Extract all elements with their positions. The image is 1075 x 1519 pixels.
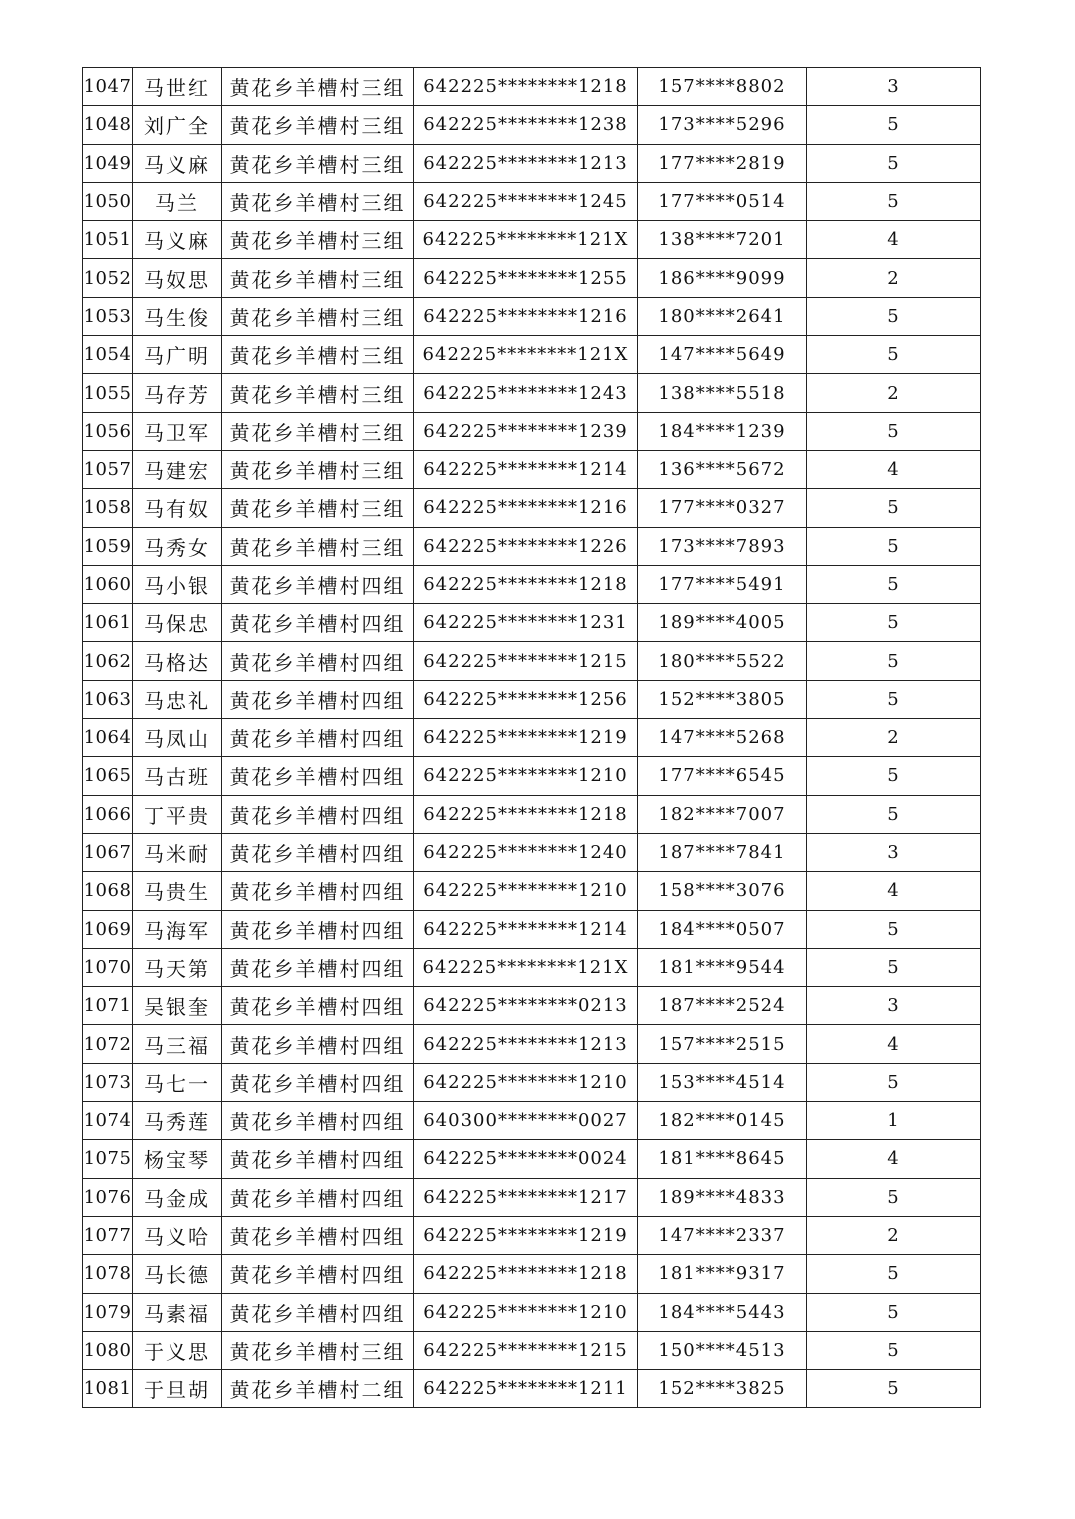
row-number-cell: 1064 xyxy=(83,719,133,757)
name-cell: 马贵生 xyxy=(133,872,222,910)
name-cell: 马七一 xyxy=(133,1063,222,1101)
id-number-cell: 642225********121X xyxy=(414,948,638,986)
count-cell: 5 xyxy=(807,1293,981,1331)
table-row xyxy=(83,1255,981,1293)
count-cell: 5 xyxy=(807,757,981,795)
phone-cell: 138****5518 xyxy=(638,374,807,412)
row-number-cell: 1047 xyxy=(83,68,133,106)
phone-cell: 182****7007 xyxy=(638,795,807,833)
phone-cell: 138****7201 xyxy=(638,221,807,259)
table-row xyxy=(83,1331,981,1369)
phone-cell: 181****9317 xyxy=(638,1255,807,1293)
count-cell: 2 xyxy=(807,259,981,297)
table-row xyxy=(83,182,981,220)
phone-cell: 180****5522 xyxy=(638,642,807,680)
address-cell: 黄花乡羊槽村二组 xyxy=(222,1370,414,1408)
id-number-cell: 642225********1213 xyxy=(414,144,638,182)
row-number-cell: 1061 xyxy=(83,604,133,642)
count-cell: 5 xyxy=(807,680,981,718)
address-cell: 黄花乡羊槽村三组 xyxy=(222,450,414,488)
address-cell: 黄花乡羊槽村四组 xyxy=(222,872,414,910)
count-cell: 5 xyxy=(807,1255,981,1293)
address-cell: 黄花乡羊槽村四组 xyxy=(222,1025,414,1063)
count-cell: 5 xyxy=(807,336,981,374)
count-cell: 3 xyxy=(807,68,981,106)
table-row xyxy=(83,795,981,833)
table-row xyxy=(83,680,981,718)
table-row xyxy=(83,336,981,374)
row-number-cell: 1067 xyxy=(83,833,133,871)
name-cell: 马存芳 xyxy=(133,374,222,412)
name-cell: 马保忠 xyxy=(133,604,222,642)
count-cell: 5 xyxy=(807,910,981,948)
phone-cell: 158****3076 xyxy=(638,872,807,910)
count-cell: 5 xyxy=(807,297,981,335)
address-cell: 黄花乡羊槽村三组 xyxy=(222,144,414,182)
table-row xyxy=(83,450,981,488)
name-cell: 马金成 xyxy=(133,1178,222,1216)
phone-cell: 177****2819 xyxy=(638,144,807,182)
id-number-cell: 642225********1210 xyxy=(414,1063,638,1101)
table-row xyxy=(83,1025,981,1063)
row-number-cell: 1079 xyxy=(83,1293,133,1331)
address-cell: 黄花乡羊槽村四组 xyxy=(222,719,414,757)
address-cell: 黄花乡羊槽村四组 xyxy=(222,642,414,680)
id-number-cell: 642225********1240 xyxy=(414,833,638,871)
phone-cell: 136****5672 xyxy=(638,450,807,488)
name-cell: 马长德 xyxy=(133,1255,222,1293)
phone-cell: 187****2524 xyxy=(638,987,807,1025)
phone-cell: 189****4005 xyxy=(638,604,807,642)
address-cell: 黄花乡羊槽村四组 xyxy=(222,1178,414,1216)
phone-cell: 184****0507 xyxy=(638,910,807,948)
count-cell: 5 xyxy=(807,489,981,527)
id-number-cell: 642225********1231 xyxy=(414,604,638,642)
row-number-cell: 1057 xyxy=(83,450,133,488)
count-cell: 4 xyxy=(807,450,981,488)
table-row xyxy=(83,719,981,757)
phone-cell: 157****8802 xyxy=(638,68,807,106)
table-row xyxy=(83,259,981,297)
count-cell: 2 xyxy=(807,719,981,757)
row-number-cell: 1065 xyxy=(83,757,133,795)
row-number-cell: 1062 xyxy=(83,642,133,680)
name-cell: 于旦胡 xyxy=(133,1370,222,1408)
row-number-cell: 1051 xyxy=(83,221,133,259)
id-number-cell: 642225********1217 xyxy=(414,1178,638,1216)
id-number-cell: 642225********1218 xyxy=(414,68,638,106)
row-number-cell: 1073 xyxy=(83,1063,133,1101)
id-number-cell: 642225********0024 xyxy=(414,1140,638,1178)
address-cell: 黄花乡羊槽村三组 xyxy=(222,259,414,297)
name-cell: 马义麻 xyxy=(133,144,222,182)
phone-cell: 184****5443 xyxy=(638,1293,807,1331)
count-cell: 4 xyxy=(807,1140,981,1178)
table-row xyxy=(83,1178,981,1216)
table-row xyxy=(83,374,981,412)
id-number-cell: 642225********1215 xyxy=(414,642,638,680)
address-cell: 黄花乡羊槽村四组 xyxy=(222,1102,414,1140)
table-row xyxy=(83,1370,981,1408)
address-cell: 黄花乡羊槽村四组 xyxy=(222,680,414,718)
name-cell: 吴银奎 xyxy=(133,987,222,1025)
name-cell: 刘广全 xyxy=(133,106,222,144)
phone-cell: 152****3825 xyxy=(638,1370,807,1408)
count-cell: 5 xyxy=(807,642,981,680)
name-cell: 马素福 xyxy=(133,1293,222,1331)
phone-cell: 189****4833 xyxy=(638,1178,807,1216)
count-cell: 5 xyxy=(807,795,981,833)
id-number-cell: 642225********1245 xyxy=(414,182,638,220)
address-cell: 黄花乡羊槽村四组 xyxy=(222,1063,414,1101)
phone-cell: 177****6545 xyxy=(638,757,807,795)
phone-cell: 180****2641 xyxy=(638,297,807,335)
id-number-cell: 642225********1214 xyxy=(414,910,638,948)
table-row xyxy=(83,1063,981,1101)
row-number-cell: 1080 xyxy=(83,1331,133,1369)
name-cell: 马忠礼 xyxy=(133,680,222,718)
row-number-cell: 1078 xyxy=(83,1255,133,1293)
address-cell: 黄花乡羊槽村三组 xyxy=(222,221,414,259)
name-cell: 马生俊 xyxy=(133,297,222,335)
name-cell: 马小银 xyxy=(133,565,222,603)
row-number-cell: 1059 xyxy=(83,527,133,565)
table-row xyxy=(83,872,981,910)
count-cell: 5 xyxy=(807,565,981,603)
phone-cell: 177****0514 xyxy=(638,182,807,220)
name-cell: 马建宏 xyxy=(133,450,222,488)
address-cell: 黄花乡羊槽村三组 xyxy=(222,297,414,335)
row-number-cell: 1068 xyxy=(83,872,133,910)
phone-cell: 152****3805 xyxy=(638,680,807,718)
name-cell: 马义麻 xyxy=(133,221,222,259)
row-number-cell: 1070 xyxy=(83,948,133,986)
address-cell: 黄花乡羊槽村四组 xyxy=(222,604,414,642)
address-cell: 黄花乡羊槽村四组 xyxy=(222,1255,414,1293)
table-row xyxy=(83,987,981,1025)
name-cell: 马凤山 xyxy=(133,719,222,757)
name-cell: 马兰 xyxy=(133,182,222,220)
phone-cell: 181****8645 xyxy=(638,1140,807,1178)
row-number-cell: 1052 xyxy=(83,259,133,297)
id-number-cell: 640300********0027 xyxy=(414,1102,638,1140)
count-cell: 5 xyxy=(807,182,981,220)
address-cell: 黄花乡羊槽村三组 xyxy=(222,182,414,220)
id-number-cell: 642225********1239 xyxy=(414,412,638,450)
row-number-cell: 1063 xyxy=(83,680,133,718)
count-cell: 5 xyxy=(807,1178,981,1216)
table-row xyxy=(83,1293,981,1331)
phone-cell: 187****7841 xyxy=(638,833,807,871)
row-number-cell: 1048 xyxy=(83,106,133,144)
phone-cell: 153****4514 xyxy=(638,1063,807,1101)
address-cell: 黄花乡羊槽村三组 xyxy=(222,68,414,106)
row-number-cell: 1060 xyxy=(83,565,133,603)
row-number-cell: 1081 xyxy=(83,1370,133,1408)
table-row xyxy=(83,1216,981,1254)
name-cell: 马世红 xyxy=(133,68,222,106)
address-cell: 黄花乡羊槽村四组 xyxy=(222,1140,414,1178)
table-row xyxy=(83,757,981,795)
name-cell: 马卫军 xyxy=(133,412,222,450)
count-cell: 3 xyxy=(807,987,981,1025)
table-row xyxy=(83,1102,981,1140)
id-number-cell: 642225********1210 xyxy=(414,872,638,910)
row-number-cell: 1049 xyxy=(83,144,133,182)
count-cell: 5 xyxy=(807,1063,981,1101)
id-number-cell: 642225********121X xyxy=(414,336,638,374)
name-cell: 马海军 xyxy=(133,910,222,948)
name-cell: 马有奴 xyxy=(133,489,222,527)
table-row xyxy=(83,297,981,335)
row-number-cell: 1056 xyxy=(83,412,133,450)
table-row xyxy=(83,144,981,182)
row-number-cell: 1055 xyxy=(83,374,133,412)
count-cell: 4 xyxy=(807,221,981,259)
id-number-cell: 642225********0213 xyxy=(414,987,638,1025)
id-number-cell: 642225********1218 xyxy=(414,1255,638,1293)
address-cell: 黄花乡羊槽村四组 xyxy=(222,948,414,986)
address-cell: 黄花乡羊槽村四组 xyxy=(222,1293,414,1331)
count-cell: 3 xyxy=(807,833,981,871)
count-cell: 5 xyxy=(807,948,981,986)
phone-cell: 182****0145 xyxy=(638,1102,807,1140)
name-cell: 丁平贵 xyxy=(133,795,222,833)
table-row xyxy=(83,910,981,948)
table-row xyxy=(83,565,981,603)
row-number-cell: 1053 xyxy=(83,297,133,335)
address-cell: 黄花乡羊槽村三组 xyxy=(222,412,414,450)
name-cell: 马秀女 xyxy=(133,527,222,565)
count-cell: 4 xyxy=(807,1025,981,1063)
table-row xyxy=(83,948,981,986)
phone-cell: 157****2515 xyxy=(638,1025,807,1063)
count-cell: 2 xyxy=(807,374,981,412)
name-cell: 马广明 xyxy=(133,336,222,374)
table-row xyxy=(83,106,981,144)
count-cell: 5 xyxy=(807,1331,981,1369)
name-cell: 杨宝琴 xyxy=(133,1140,222,1178)
id-number-cell: 642225********1213 xyxy=(414,1025,638,1063)
count-cell: 5 xyxy=(807,412,981,450)
row-number-cell: 1075 xyxy=(83,1140,133,1178)
id-number-cell: 642225********1215 xyxy=(414,1331,638,1369)
id-number-cell: 642225********1218 xyxy=(414,565,638,603)
address-cell: 黄花乡羊槽村三组 xyxy=(222,1331,414,1369)
phone-cell: 177****5491 xyxy=(638,565,807,603)
roster-table xyxy=(82,67,981,1408)
name-cell: 马米耐 xyxy=(133,833,222,871)
table-row xyxy=(83,642,981,680)
phone-cell: 147****2337 xyxy=(638,1216,807,1254)
count-cell: 5 xyxy=(807,604,981,642)
address-cell: 黄花乡羊槽村四组 xyxy=(222,910,414,948)
count-cell: 2 xyxy=(807,1216,981,1254)
address-cell: 黄花乡羊槽村四组 xyxy=(222,565,414,603)
address-cell: 黄花乡羊槽村三组 xyxy=(222,527,414,565)
id-number-cell: 642225********1243 xyxy=(414,374,638,412)
table-row xyxy=(83,412,981,450)
address-cell: 黄花乡羊槽村四组 xyxy=(222,987,414,1025)
row-number-cell: 1076 xyxy=(83,1178,133,1216)
id-number-cell: 642225********1219 xyxy=(414,719,638,757)
row-number-cell: 1074 xyxy=(83,1102,133,1140)
address-cell: 黄花乡羊槽村四组 xyxy=(222,757,414,795)
name-cell: 马古班 xyxy=(133,757,222,795)
roster-table-body xyxy=(83,68,981,1408)
row-number-cell: 1069 xyxy=(83,910,133,948)
id-number-cell: 642225********1255 xyxy=(414,259,638,297)
phone-cell: 173****5296 xyxy=(638,106,807,144)
table-row xyxy=(83,527,981,565)
count-cell: 5 xyxy=(807,144,981,182)
phone-cell: 147****5268 xyxy=(638,719,807,757)
table-row xyxy=(83,604,981,642)
table-row xyxy=(83,221,981,259)
id-number-cell: 642225********1216 xyxy=(414,489,638,527)
row-number-cell: 1066 xyxy=(83,795,133,833)
count-cell: 5 xyxy=(807,527,981,565)
name-cell: 马秀莲 xyxy=(133,1102,222,1140)
id-number-cell: 642225********1226 xyxy=(414,527,638,565)
id-number-cell: 642225********121X xyxy=(414,221,638,259)
name-cell: 马义哈 xyxy=(133,1216,222,1254)
name-cell: 马奴思 xyxy=(133,259,222,297)
id-number-cell: 642225********1238 xyxy=(414,106,638,144)
phone-cell: 150****4513 xyxy=(638,1331,807,1369)
id-number-cell: 642225********1219 xyxy=(414,1216,638,1254)
count-cell: 5 xyxy=(807,106,981,144)
table-row xyxy=(83,489,981,527)
id-number-cell: 642225********1256 xyxy=(414,680,638,718)
address-cell: 黄花乡羊槽村四组 xyxy=(222,1216,414,1254)
name-cell: 于义思 xyxy=(133,1331,222,1369)
phone-cell: 186****9099 xyxy=(638,259,807,297)
count-cell: 1 xyxy=(807,1102,981,1140)
id-number-cell: 642225********1216 xyxy=(414,297,638,335)
row-number-cell: 1058 xyxy=(83,489,133,527)
id-number-cell: 642225********1214 xyxy=(414,450,638,488)
row-number-cell: 1077 xyxy=(83,1216,133,1254)
table-row xyxy=(83,833,981,871)
id-number-cell: 642225********1210 xyxy=(414,1293,638,1331)
address-cell: 黄花乡羊槽村四组 xyxy=(222,833,414,871)
row-number-cell: 1072 xyxy=(83,1025,133,1063)
phone-cell: 173****7893 xyxy=(638,527,807,565)
name-cell: 马三福 xyxy=(133,1025,222,1063)
table-row xyxy=(83,68,981,106)
address-cell: 黄花乡羊槽村三组 xyxy=(222,489,414,527)
id-number-cell: 642225********1218 xyxy=(414,795,638,833)
phone-cell: 184****1239 xyxy=(638,412,807,450)
phone-cell: 181****9544 xyxy=(638,948,807,986)
name-cell: 马格达 xyxy=(133,642,222,680)
count-cell: 4 xyxy=(807,872,981,910)
address-cell: 黄花乡羊槽村三组 xyxy=(222,336,414,374)
row-number-cell: 1050 xyxy=(83,182,133,220)
id-number-cell: 642225********1210 xyxy=(414,757,638,795)
count-cell: 5 xyxy=(807,1370,981,1408)
address-cell: 黄花乡羊槽村四组 xyxy=(222,795,414,833)
address-cell: 黄花乡羊槽村三组 xyxy=(222,106,414,144)
row-number-cell: 1071 xyxy=(83,987,133,1025)
table-row xyxy=(83,1140,981,1178)
name-cell: 马天第 xyxy=(133,948,222,986)
phone-cell: 177****0327 xyxy=(638,489,807,527)
phone-cell: 147****5649 xyxy=(638,336,807,374)
address-cell: 黄花乡羊槽村三组 xyxy=(222,374,414,412)
id-number-cell: 642225********1211 xyxy=(414,1370,638,1408)
row-number-cell: 1054 xyxy=(83,336,133,374)
